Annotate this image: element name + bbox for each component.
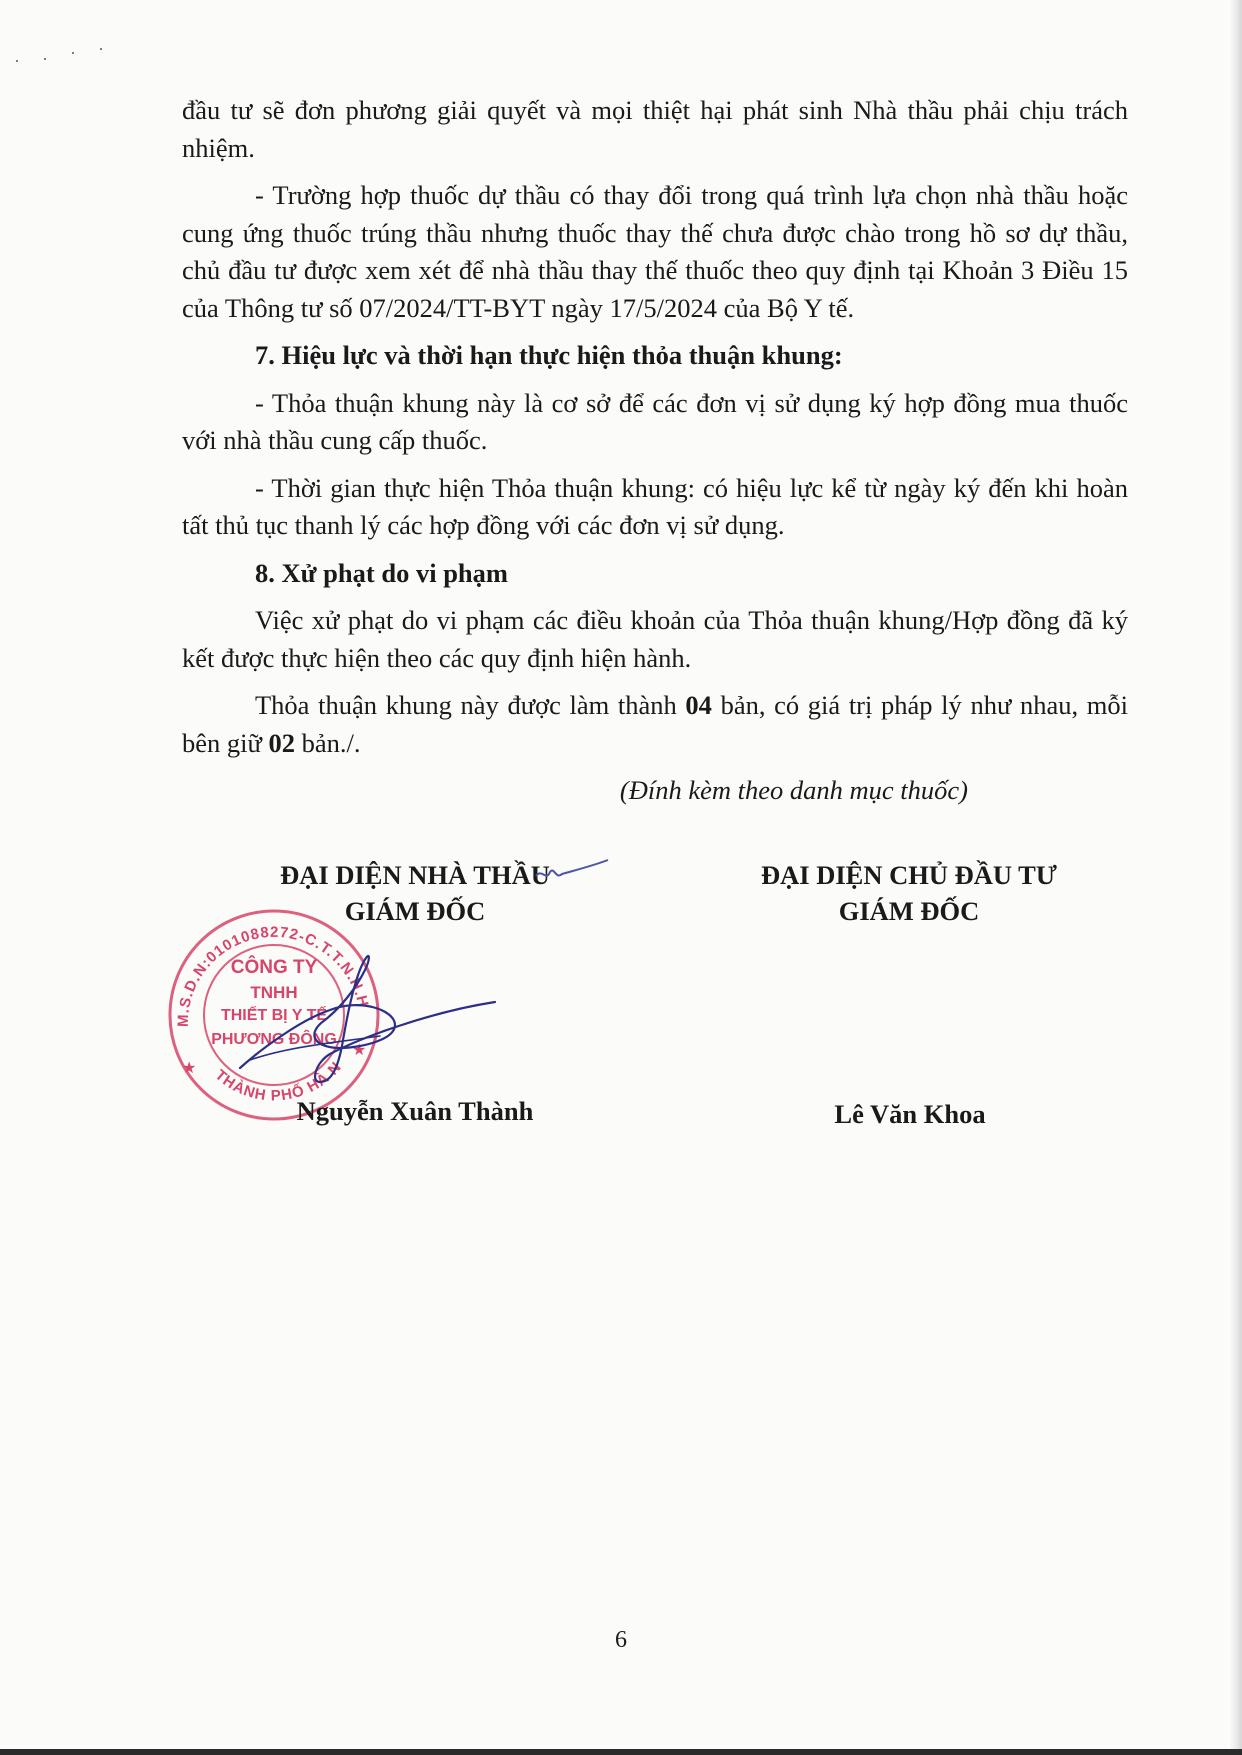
paragraph-drug-replacement: - Trường hợp thuốc dự thầu có thay đổi trong quá trình lựa chọn nhà thầu hoặc cung ứng thuốc trúng thầu nhưng thuốc thay thế chưa được chào trong hồ sơ dự thầu, chủ đầu tư được xem xét để nhà thầu thay thế thuốc theo quy định tại Khoản 3 Điều 15 của Thông tư số 07/2024/TT-BYT ngày 17/5/2024 của Bộ Y tế.	[182, 180, 1128, 323]
investor-signatory-name: Lê Văn Khoa	[834, 1099, 986, 1129]
investor-signature-block	[694, 857, 1124, 929]
seal-line-type: TNHH	[250, 983, 298, 1002]
contractor-position: GIÁM ĐỐC	[344, 896, 486, 926]
paragraph-continuation: đầu tư sẽ đơn phương giải quyết và mọi thiệt hại phát sinh Nhà thầu phải chịu trách nhiệm.	[182, 95, 1128, 163]
seal-line-name: PHƯƠNG ĐÔNG	[211, 1031, 337, 1048]
paragraph-framework-duration: - Thời gian thực hiện Thỏa thuận khung: có hiệu lực kể từ ngày ký đến khi hoàn tất thủ tục thanh lý các hợp đồng với các đơn vị sử dụng.	[182, 472, 1128, 540]
investor-position: GIÁM ĐỐC	[838, 896, 980, 926]
copies-each-count: 02	[268, 727, 295, 758]
seal-line-company: CÔNG TY	[230, 957, 318, 978]
handwritten-signature-icon	[220, 950, 500, 1090]
scan-bottom-edge	[0, 1749, 1242, 1755]
svg-text:★: ★	[352, 1040, 367, 1059]
copies-count: 04	[685, 690, 712, 720]
svg-text:★: ★	[182, 1058, 197, 1077]
document-body	[182, 92, 1128, 810]
page-number: 6	[615, 1627, 627, 1653]
seal-ring-bottom-text: THÀNH PHỐ HÀ N	[211, 1058, 346, 1105]
seal-ring-top-text: M.S.D.N:0101088272-C.T.T.N.H.H	[174, 923, 372, 1028]
paragraph-framework-basis: - Thỏa thuận khung này là cơ sở để các đơn vị sử dụng ký hợp đồng mua thuốc với nhà thầu cung cấp thuốc.	[182, 387, 1128, 455]
contractor-title: ĐẠI DIỆN NHÀ THẦU	[280, 860, 550, 890]
paragraph-penalties: Việc xử phạt do vi phạm các điều khoản của Thỏa thuận khung/Hợp đồng đã ký kết được thực hiện theo các quy định hiện hành.	[182, 605, 1128, 673]
section-heading-8: 8. Xử phạt do vi phạm	[255, 557, 508, 588]
initial-mark-icon	[532, 858, 612, 888]
attachment-note: (Đính kèm theo danh mục thuốc)	[619, 775, 968, 805]
scan-right-edge	[1228, 0, 1242, 1755]
copies-text-3: bản./.	[295, 727, 361, 758]
contractor-signatory-name: Nguyễn Xuân Thành	[296, 1096, 534, 1126]
seal-line-field: THIẾT BỊ Y TẾ	[220, 1007, 328, 1024]
copies-text-2: bản, có giá trị pháp lý như nhau, mỗi bên giữ	[182, 690, 1128, 758]
section-heading-7: 7. Hiệu lực và thời hạn thực hiện thỏa thuận khung:	[255, 340, 843, 370]
copies-text-1: Thỏa thuận khung này được làm thành	[255, 690, 686, 720]
scan-artifact-dots	[14, 48, 114, 68]
investor-title: ĐẠI DIỆN CHỦ ĐẦU TƯ	[761, 860, 1057, 890]
paragraph-copies	[182, 687, 1128, 762]
